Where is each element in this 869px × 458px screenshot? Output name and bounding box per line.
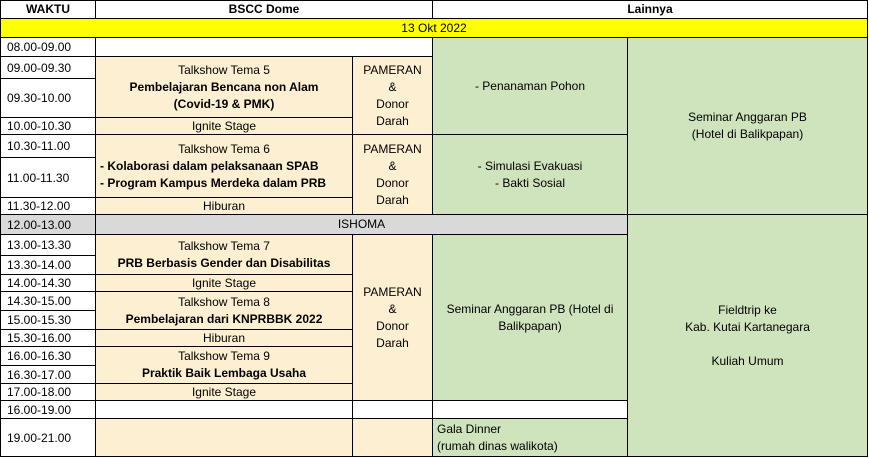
seminar-anggaran-pb-middle bbox=[432, 234, 628, 401]
kuliah-umum: Kuliah Umum bbox=[711, 353, 784, 368]
fieldtrip-line: Kab. Kutai Kartanegara bbox=[685, 319, 810, 334]
time-cell: 13.00-13.30 bbox=[0, 234, 96, 256]
empty-cell bbox=[95, 418, 353, 457]
time-cell: 08.00-09.00 bbox=[0, 37, 96, 57]
time-cell: 16.00-16.30 bbox=[0, 346, 96, 366]
pameran-line: & bbox=[388, 158, 397, 173]
pameran-line: PAMERAN bbox=[363, 62, 422, 77]
simulasi-bakti-sosial bbox=[432, 134, 628, 215]
time-cell: 10.00-10.30 bbox=[0, 117, 96, 135]
header-bscc-dome: BSCC Dome bbox=[95, 0, 433, 19]
talkshow-topic: Pembelajaran dari KNPRBBK 2022 bbox=[125, 311, 323, 326]
gala-dinner bbox=[432, 418, 628, 457]
talkshow-title: Talkshow Tema 6 bbox=[178, 141, 270, 156]
talkshow-tema-5 bbox=[95, 56, 353, 118]
time-cell: 14.00-14.30 bbox=[0, 274, 96, 292]
talkshow-topic: - Kolaborasi dalam pelaksanaan SPAB bbox=[100, 158, 319, 173]
header-lainnya: Lainnya bbox=[432, 0, 868, 19]
time-cell: 09.00-09.30 bbox=[0, 56, 96, 79]
seminar-line: Seminar Anggaran PB (Hotel di bbox=[446, 301, 614, 316]
time-cell: 13.30-14.00 bbox=[0, 255, 96, 275]
pameran-line: Donor bbox=[376, 96, 409, 111]
pameran-line: Donor bbox=[376, 175, 409, 190]
seminar-line: (Hotel di Balikpapan) bbox=[691, 127, 804, 141]
time-cell: 14.30-15.00 bbox=[0, 291, 96, 311]
ignite-stage: Ignite Stage bbox=[95, 383, 353, 401]
penanaman-pohon: - Penanaman Pohon bbox=[432, 37, 628, 135]
empty-cell bbox=[352, 400, 433, 419]
time-cell: 11.00-11.30 bbox=[0, 157, 96, 198]
time-cell: 19.00-21.00 bbox=[0, 418, 96, 457]
talkshow-topic: Praktik Baik Lembaga Usaha bbox=[141, 366, 307, 380]
time-cell: 11.30-12.00 bbox=[0, 197, 96, 215]
gala-line: Gala Dinner bbox=[437, 421, 502, 436]
talkshow-topic: Pembelajaran Bencana non Alam bbox=[129, 79, 319, 94]
talkshow-topic: (Covid-19 & PMK) bbox=[173, 96, 275, 111]
fieldtrip-kuliah-umum bbox=[627, 214, 868, 457]
talkshow-title: Talkshow Tema 5 bbox=[178, 62, 270, 77]
ishoma-row: ISHOMA bbox=[95, 214, 628, 235]
seminar-line: Balikpapan) bbox=[498, 318, 562, 333]
talkshow-tema-9 bbox=[95, 346, 353, 384]
empty-cell bbox=[95, 400, 353, 419]
time-cell: 15.00-15.30 bbox=[0, 310, 96, 330]
ignite-stage: Ignite Stage bbox=[95, 274, 353, 292]
time-cell: 09.30-10.00 bbox=[0, 78, 96, 118]
pameran-line: Darah bbox=[376, 113, 409, 128]
pameran-donor-darah bbox=[352, 56, 433, 135]
time-cell: 17.00-18.00 bbox=[0, 383, 96, 401]
time-cell: 12.00-13.00 bbox=[0, 214, 96, 235]
talkshow-title: Talkshow Tema 8 bbox=[178, 294, 270, 309]
pameran-line: & bbox=[388, 301, 397, 316]
gala-line: (rumah dinas walikota) bbox=[437, 438, 558, 453]
hiburan: Hiburan bbox=[95, 197, 353, 215]
hiburan: Hiburan bbox=[95, 329, 353, 347]
activity-line: - Bakti Sosial bbox=[494, 175, 566, 190]
talkshow-topic: - Program Kampus Merdeka dalam PRB bbox=[100, 175, 327, 190]
time-cell: 15.30-16.00 bbox=[0, 329, 96, 347]
talkshow-topic: PRB Berbasis Gender dan Disabilitas bbox=[117, 255, 331, 270]
activity-line: - Simulasi Evakuasi bbox=[477, 158, 583, 173]
empty-cell bbox=[432, 400, 628, 419]
time-cell: 16.30-17.00 bbox=[0, 365, 96, 384]
header-waktu: WAKTU bbox=[0, 0, 96, 19]
pameran-line: Donor bbox=[376, 318, 409, 333]
pameran-donor-darah bbox=[352, 134, 433, 215]
pameran-line: Darah bbox=[376, 335, 409, 350]
talkshow-title: Talkshow Tema 7 bbox=[178, 238, 270, 253]
time-cell: 10.30-11.00 bbox=[0, 134, 96, 158]
seminar-line: Seminar Anggaran PB bbox=[688, 110, 807, 124]
talkshow-title: Talkshow Tema 9 bbox=[178, 349, 270, 363]
pameran-line: & bbox=[388, 79, 397, 94]
talkshow-tema-6 bbox=[95, 134, 353, 198]
empty-cell bbox=[352, 418, 433, 457]
fieldtrip-line: Fieldtrip ke bbox=[718, 302, 777, 317]
time-cell: 16.00-19.00 bbox=[0, 400, 96, 419]
pameran-line: PAMERAN bbox=[363, 284, 422, 299]
talkshow-tema-7 bbox=[95, 234, 353, 275]
pameran-line: PAMERAN bbox=[363, 141, 422, 156]
pameran-donor-darah bbox=[352, 234, 433, 401]
date-row: 13 Okt 2022 bbox=[0, 18, 868, 38]
seminar-anggaran-pb-right bbox=[627, 37, 868, 215]
ignite-stage: Ignite Stage bbox=[95, 117, 353, 135]
pameran-line: Darah bbox=[376, 192, 409, 207]
talkshow-tema-8 bbox=[95, 291, 353, 330]
